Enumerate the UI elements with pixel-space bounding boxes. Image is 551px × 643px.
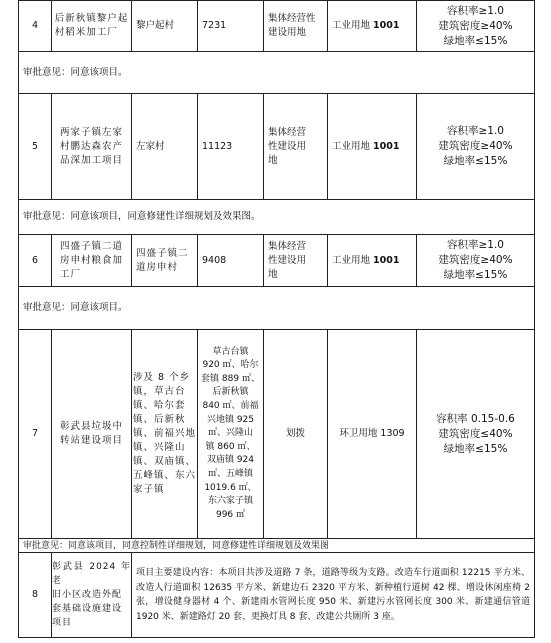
project-name: 后新秋镇黎户起 村稻米加工厂	[51, 0, 131, 51]
row-number: 7	[18, 329, 51, 538]
project-name: 彰武县 2024 年老 旧小区改造外配 套基础设施建设 项目	[51, 552, 131, 638]
row-number: 8	[18, 552, 51, 638]
land-usage: 工业用地 1001	[327, 234, 416, 286]
row-number: 6	[18, 234, 51, 286]
approval-remark: 审批意见：同意该项目，同意修建性详细规划及效果图。	[18, 199, 535, 234]
approval-remark: 审批意见：同意该项目，同意控制性详细规划，同意修建性详细规划及效果图	[18, 538, 535, 552]
land-type: 集体经营 性建设用 地	[263, 93, 327, 199]
land-type: 集体经营 性建设用 地	[263, 234, 327, 286]
planning-indicators: 容积率≥1.0 建筑密度≥40% 绿地率≤15%	[416, 0, 535, 51]
project-location: 涉及 8 个乡 镇，草古台 镇、哈尔套 镇、后新秋 镇、前福兴地 镇、兴隆山 镇、双庙镇、 五峰镇、东六 家子镇	[131, 329, 197, 538]
project-location: 四盛子镇二 道房申村	[131, 234, 197, 286]
land-type: 集体经营性 建设用地	[263, 0, 327, 51]
planning-indicators: 容积率 0.15-0.6 建筑密度≤40% 绿地率≤15%	[416, 329, 535, 538]
project-location: 左家村	[131, 93, 197, 199]
land-area: 9408	[197, 234, 263, 286]
project-name: 两家子镇左家 村鹏达森农产 品深加工项目	[51, 93, 131, 199]
planning-indicators: 容积率≥1.0 建筑密度≥40% 绿地率≤15%	[416, 234, 535, 286]
land-area: 草古台镇 920 ㎡、哈尔 套镇 889 ㎡、 后新秋镇 840 ㎡、前福 兴地镇 925 ㎡、兴隆山 镇 860 ㎡、 双庙镇 924 ㎡、五峰镇 1019.6 ㎡、 东六家子镇 996 ㎡	[197, 329, 263, 538]
project-name: 四盛子镇二道 房申村粮食加 工厂	[51, 234, 131, 286]
land-type: 划拨	[263, 329, 327, 538]
land-area: 11123	[197, 93, 263, 199]
land-area: 7231	[197, 0, 263, 51]
land-usage: 工业用地 1001	[327, 93, 416, 199]
row-number: 5	[18, 93, 51, 199]
project-content: 项目主要建设内容：本项目共涉及道路 7 条，道路等级为支路。改造车行道面积 12215 平方米、改造人行道面积 12635 平方米、新建边石 2320 平方米、新种植行道树 42 棵、增设休闲座椅 2 张，增设健身器材 4 个、新建雨水管网长度 950 米、新建污水管网长度 300 米、新建通信管道 1920 米、新建路灯 20 套、更换灯具 8 套、改建公共厕所 3 座。	[131, 552, 535, 638]
approval-remark: 审批意见：同意该项目。	[18, 286, 535, 329]
land-usage: 环卫用地 1309	[327, 329, 416, 538]
row-number: 4	[18, 0, 51, 51]
approval-remark: 审批意见：同意该项目。	[18, 51, 535, 93]
project-name: 彰武县垃圾中 转站建设项目	[51, 329, 131, 538]
planning-indicators: 容积率≥1.0 建筑密度≥40% 绿地率≤15%	[416, 93, 535, 199]
land-usage: 工业用地 1001	[327, 0, 416, 51]
project-location: 黎户起村	[131, 0, 197, 51]
